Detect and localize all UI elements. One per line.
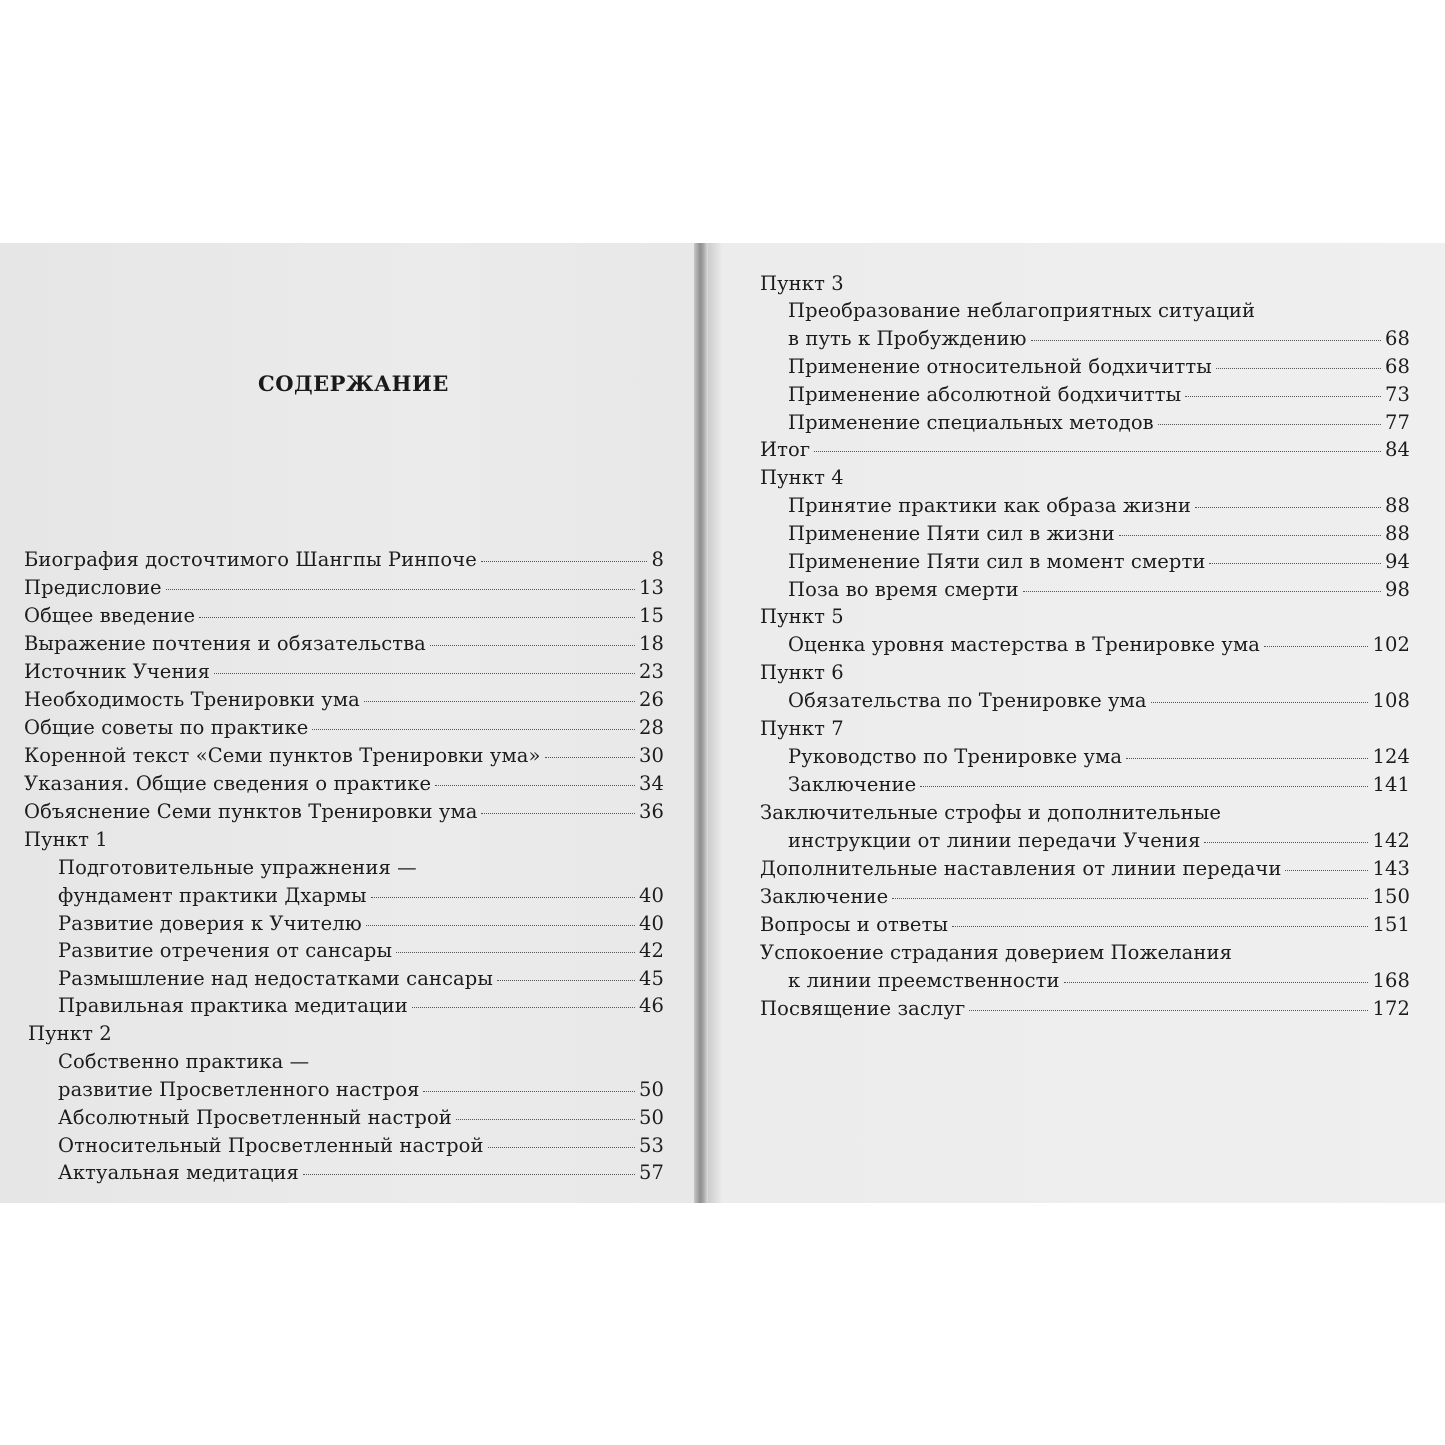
toc-entry-page-number: 151	[1372, 913, 1410, 936]
toc-entry	[788, 633, 1410, 656]
toc-entry-title: в путь к Пробуждению	[788, 327, 1027, 350]
toc-entry-title: Пункт 1	[24, 828, 108, 851]
toc-entry	[760, 438, 1410, 461]
toc-leader-dots	[1064, 982, 1369, 983]
toc-entry	[58, 856, 417, 879]
toc-entry-title: развитие Просветленного настроя	[58, 1078, 420, 1101]
toc-entry-title: к линии преемственности	[788, 969, 1060, 992]
toc-entry-title: Указания. Общие сведения о практике	[24, 772, 432, 795]
toc-leader-dots	[312, 729, 635, 730]
toc-entry	[58, 1161, 664, 1184]
toc-entry	[58, 994, 664, 1017]
toc-entry-page-number: 8	[651, 548, 664, 571]
toc-entry-page-number: 77	[1384, 411, 1410, 434]
toc-entry-title: Общее введение	[24, 604, 196, 627]
toc-entry-title: Развитие отречения от сансары	[58, 939, 393, 962]
toc-entry-page-number: 124	[1372, 745, 1410, 768]
toc-entry-title: Заключение	[760, 885, 889, 908]
toc-entry	[788, 522, 1410, 545]
toc-entry	[788, 355, 1410, 378]
toc-entry	[760, 466, 844, 489]
toc-leader-dots	[396, 952, 635, 953]
toc-entry	[24, 688, 664, 711]
toc-leader-dots	[303, 1174, 635, 1175]
toc-leader-dots	[1185, 396, 1381, 397]
toc-entry	[760, 913, 1410, 936]
toc-heading: СОДЕРЖАНИЕ	[258, 371, 449, 396]
toc-entry-title: Оценка уровня мастерства в Тренировке ума	[788, 633, 1260, 656]
toc-entry-title: Источник Учения	[24, 660, 211, 683]
toc-entry-title: Применение абсолютной бодхичитты	[788, 383, 1182, 406]
toc-entry-page-number: 36	[638, 800, 664, 823]
toc-entry-page-number: 18	[638, 632, 664, 655]
toc-entry-page-number: 15	[638, 604, 664, 627]
toc-leader-dots	[366, 925, 635, 926]
toc-leader-dots	[1264, 646, 1368, 647]
toc-entry-page-number: 94	[1384, 550, 1410, 573]
toc-entry	[24, 604, 664, 627]
toc-entry-title: Биография досточтимого Шангпы Ринпоче	[24, 548, 477, 571]
toc-leader-dots	[435, 785, 635, 786]
toc-entry-title: Пункт 5	[760, 605, 844, 628]
toc-entry-title: Руководство по Тренировке ума	[788, 745, 1123, 768]
toc-leader-dots	[1158, 424, 1381, 425]
toc-entry	[58, 967, 664, 990]
toc-entry	[760, 941, 1232, 964]
toc-leader-dots	[456, 1119, 635, 1120]
toc-entry-title: Заключение	[788, 773, 917, 796]
toc-entry-page-number: 34	[638, 772, 664, 795]
toc-entry-page-number: 150	[1372, 885, 1410, 908]
toc-entry-page-number: 46	[638, 994, 664, 1017]
toc-entry	[788, 299, 1255, 322]
toc-entry	[58, 1106, 664, 1129]
toc-entry	[788, 383, 1410, 406]
toc-entry-title: Итог	[760, 438, 811, 461]
toc-entry-page-number: 57	[638, 1161, 664, 1184]
toc-entry	[760, 801, 1221, 824]
toc-entry	[58, 1050, 309, 1073]
toc-entry-title: Поза во время смерти	[788, 578, 1019, 601]
toc-entry-title: Дополнительные наставления от линии передачи	[760, 857, 1282, 880]
toc-entry-title: Развитие доверия к Учителю	[58, 912, 362, 935]
toc-entry-page-number: 42	[638, 939, 664, 962]
toc-entry	[24, 660, 664, 683]
toc-entry	[24, 772, 664, 795]
toc-entry-page-number: 143	[1372, 857, 1410, 880]
toc-entry-title: Преобразование неблагоприятных ситуаций	[788, 299, 1256, 322]
toc-entry	[760, 661, 844, 684]
toc-entry	[58, 939, 664, 962]
toc-entry-page-number: 50	[638, 1078, 664, 1101]
toc-leader-dots	[488, 1147, 635, 1148]
toc-entry-title: Применение относительной бодхичитты	[788, 355, 1212, 378]
toc-entry-title: Посвящение заслуг	[760, 997, 966, 1020]
toc-entry-title: Заключительные строфы и дополнительные	[760, 801, 1221, 824]
toc-entry-title: Обязательства по Тренировке ума	[788, 689, 1147, 712]
toc-leader-dots	[1126, 758, 1368, 759]
toc-entry-title: Выражение почтения и обязательства	[24, 632, 426, 655]
toc-entry	[24, 716, 664, 739]
toc-leader-dots	[481, 813, 635, 814]
toc-entry-page-number: 88	[1384, 522, 1410, 545]
toc-entry-title: Пункт 3	[760, 272, 844, 295]
toc-leader-dots	[423, 1091, 635, 1092]
toc-entry	[788, 689, 1410, 712]
toc-entry-title: Подготовительные упражнения —	[58, 856, 417, 879]
toc-entry-title: Собственно практика —	[58, 1050, 310, 1073]
toc-leader-dots	[199, 617, 635, 618]
toc-entry	[58, 1078, 664, 1101]
toc-entry-page-number: 28	[638, 716, 664, 739]
left-page	[0, 243, 694, 1203]
toc-leader-dots	[371, 897, 635, 898]
toc-entry	[760, 605, 844, 628]
toc-entry-title: Пункт 6	[760, 661, 844, 684]
toc-leader-dots	[545, 757, 635, 758]
toc-entry	[24, 548, 664, 571]
toc-entry-title: Коренной текст «Семи пунктов Тренировки ума»	[24, 744, 541, 767]
toc-entry-title: Пункт 7	[760, 717, 844, 740]
toc-entry-page-number: 53	[638, 1134, 664, 1157]
toc-entry	[24, 744, 664, 767]
toc-entry-page-number: 23	[638, 660, 664, 683]
toc-entry-title: Применение Пяти сил в момент смерти	[788, 550, 1206, 573]
toc-entry	[788, 494, 1410, 517]
toc-entry-title: Размышление над недостатками сансары	[58, 967, 493, 990]
toc-entry-title: Общие советы по практике	[24, 716, 309, 739]
toc-entry	[788, 411, 1410, 434]
toc-entry-page-number: 68	[1384, 355, 1410, 378]
right-page	[706, 243, 1445, 1203]
toc-entry-title: Необходимость Тренировки ума	[24, 688, 360, 711]
toc-leader-dots	[1151, 702, 1369, 703]
toc-entry-page-number: 168	[1372, 969, 1410, 992]
toc-entry	[788, 969, 1410, 992]
toc-entry	[760, 997, 1410, 1020]
toc-leader-dots	[1031, 340, 1381, 341]
toc-entry	[760, 857, 1410, 880]
toc-entry-title: Пункт 2	[28, 1022, 112, 1045]
toc-entry	[58, 912, 664, 935]
toc-entry-title: фундамент практики Дхармы	[58, 884, 367, 907]
toc-leader-dots	[166, 589, 635, 590]
toc-entry-page-number: 13	[638, 576, 664, 599]
toc-entry-page-number: 172	[1372, 997, 1410, 1020]
toc-entry-title: Относительный Просветленный настрой	[58, 1134, 484, 1157]
toc-leader-dots	[364, 701, 635, 702]
toc-entry-title: Вопросы и ответы	[760, 913, 949, 936]
toc-leader-dots	[1216, 368, 1381, 369]
toc-entry-page-number: 68	[1384, 327, 1410, 350]
toc-entry-title: Применение специальных методов	[788, 411, 1154, 434]
toc-leader-dots	[481, 561, 648, 562]
toc-leader-dots	[1119, 535, 1381, 536]
toc-leader-dots	[214, 673, 635, 674]
toc-entry-page-number: 30	[638, 744, 664, 767]
toc-entry	[760, 885, 1410, 908]
toc-leader-dots	[969, 1010, 1368, 1011]
toc-entry	[788, 327, 1410, 350]
toc-entry-page-number: 50	[638, 1106, 664, 1129]
toc-entry-page-number: 84	[1384, 438, 1410, 461]
toc-leader-dots	[430, 645, 635, 646]
toc-entry-page-number: 73	[1384, 383, 1410, 406]
toc-entry	[58, 884, 664, 907]
toc-entry-page-number: 26	[638, 688, 664, 711]
toc-entry-page-number: 108	[1372, 689, 1410, 712]
toc-leader-dots	[952, 926, 1368, 927]
toc-entry-title: Успокоение страдания доверием Пожелания	[760, 941, 1232, 964]
toc-entry-page-number: 102	[1372, 633, 1410, 656]
toc-entry-title: Принятие практики как образа жизни	[788, 494, 1191, 517]
toc-entry-title: Правильная практика медитации	[58, 994, 408, 1017]
toc-entry	[788, 773, 1410, 796]
toc-leader-dots	[412, 1007, 635, 1008]
toc-entry-page-number: 141	[1372, 773, 1410, 796]
toc-entry	[28, 1022, 112, 1045]
toc-entry-page-number: 45	[638, 967, 664, 990]
toc-leader-dots	[892, 898, 1368, 899]
toc-leader-dots	[1285, 870, 1368, 871]
toc-entry	[760, 717, 844, 740]
toc-entry-page-number: 40	[638, 912, 664, 935]
toc-leader-dots	[814, 451, 1381, 452]
toc-leader-dots	[1204, 842, 1368, 843]
toc-entry-title: Пункт 4	[760, 466, 844, 489]
toc-entry-title: Объяснение Семи пунктов Тренировки ума	[24, 800, 478, 823]
toc-entry	[760, 272, 844, 295]
toc-entry	[58, 1134, 664, 1157]
toc-entry	[24, 800, 664, 823]
toc-entry	[24, 576, 664, 599]
toc-entry-title: Абсолютный Просветленный настрой	[58, 1106, 452, 1129]
toc-leader-dots	[497, 980, 635, 981]
toc-leader-dots	[1195, 507, 1381, 508]
toc-entry	[788, 550, 1410, 573]
toc-entry-title: Применение Пяти сил в жизни	[788, 522, 1115, 545]
toc-entry-title: Актуальная медитация	[58, 1161, 299, 1184]
toc-entry-page-number: 98	[1384, 578, 1410, 601]
toc-leader-dots	[1023, 591, 1381, 592]
toc-entry	[24, 632, 664, 655]
toc-entry-title: инструкции от линии передачи Учения	[788, 829, 1201, 852]
toc-leader-dots	[1209, 563, 1381, 564]
toc-entry-page-number: 88	[1384, 494, 1410, 517]
book-spread	[0, 243, 1445, 1203]
toc-entry-title: Предисловие	[24, 576, 162, 599]
toc-entry	[788, 745, 1410, 768]
toc-leader-dots	[920, 786, 1368, 787]
toc-entry	[788, 578, 1410, 601]
toc-entry-page-number: 40	[638, 884, 664, 907]
toc-entry-page-number: 142	[1372, 829, 1410, 852]
toc-entry	[24, 828, 108, 851]
toc-entry	[788, 829, 1410, 852]
